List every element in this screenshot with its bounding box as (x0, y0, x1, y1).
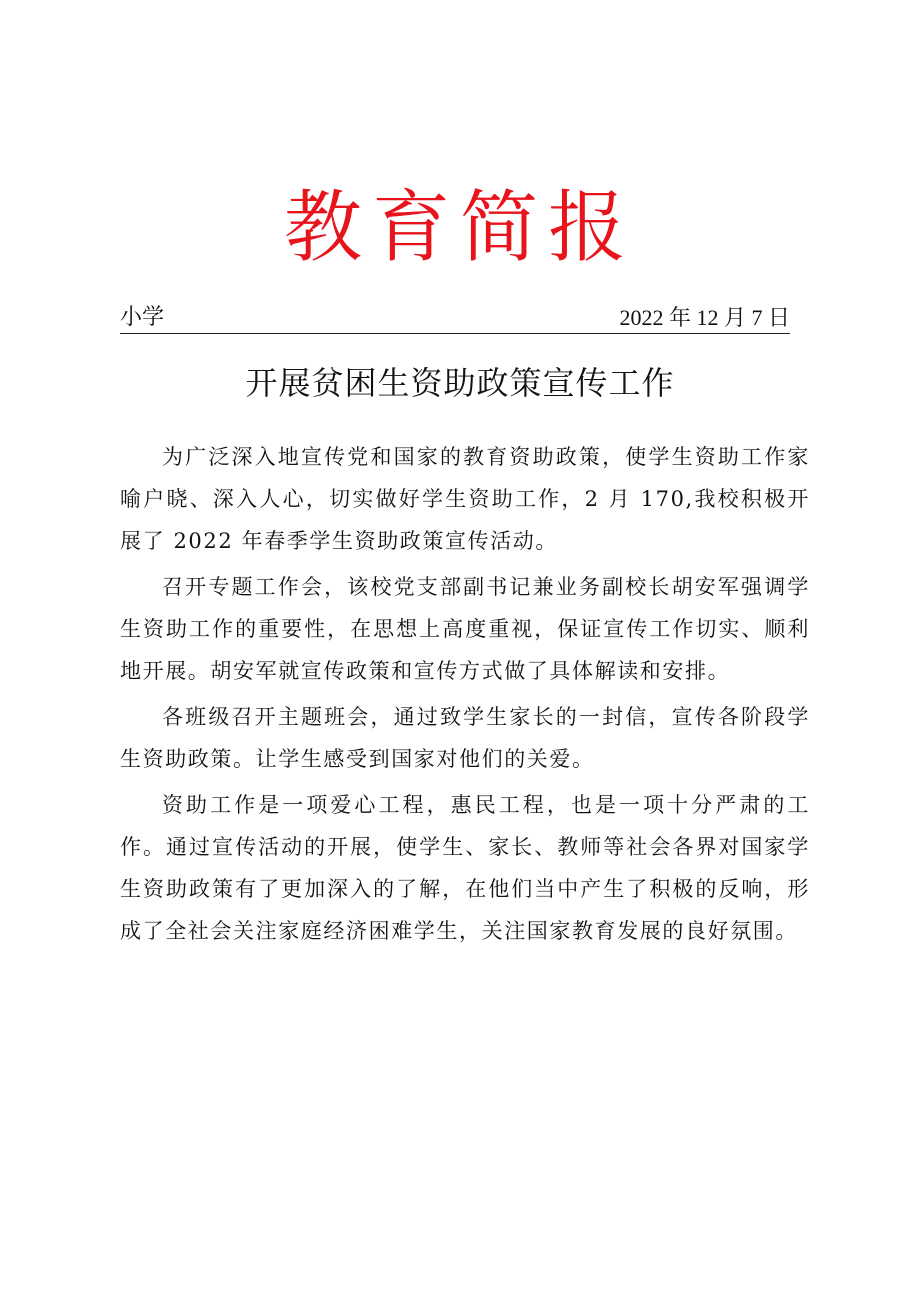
article-title: 开展贫困生资助政策宣传工作 (245, 364, 675, 402)
issue-date: 2022 年 12 月 7 日 (619, 305, 790, 330)
paragraph: 为广泛深入地宣传党和国家的教育资助政策，使学生资助工作家喻户晓、深入人心，切实做好学生资助工作，2 月 170,我校积极开展了 2022 年春季学生资助政策宣传活动。 (120, 445, 810, 553)
school-name: 小学 (120, 305, 165, 330)
paragraph: 各班级召开主题班会，通过致学生家长的一封信，宣传各阶段学生资助政策。让学生感受到国家对他们的关爱。 (120, 705, 810, 771)
paragraph: 资助工作是一项爱心工程，惠民工程，也是一项十分严肃的工作。通过宣传活动的开展，使学生、家长、教师等社会各界对国家学生资助政策有了更加深入的了解，在他们当中产生了积极的反响，形成了全社会关注家庭经济困难学生，关注国家教育发展的良好氛围。 (120, 793, 810, 943)
masthead-title: 教育简报 (283, 183, 636, 273)
article-body (120, 436, 810, 956)
paragraph: 召开专题工作会，该校党支部副书记兼业务副校长胡安军强调学生资助工作的重要性，在思想上高度重视，保证宣传工作切实、顺利地开展。胡安军就宣传政策和宣传方式做了具体解读和安排。 (120, 575, 810, 683)
dateline (120, 303, 790, 334)
